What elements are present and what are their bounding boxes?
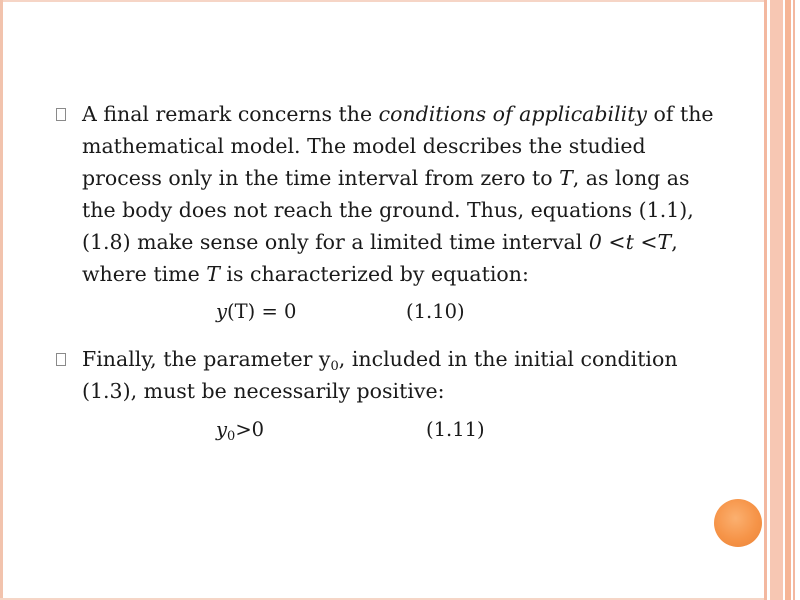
- bullet-paragraph-2: [56, 343, 728, 407]
- text-run: Finally, the parameter y: [82, 347, 331, 371]
- equation-1-11: [56, 414, 728, 446]
- text-run: , as long as the body does not reach the ground. Thus, equations (1.1), (1.8) make sense only for a limited time interval: [82, 166, 694, 254]
- subscript: 0: [330, 359, 339, 374]
- bullet-marker-icon: [56, 108, 66, 121]
- text-run: , included in the initial condition (1.3), must be necessarily positive:: [82, 347, 678, 403]
- text-run: of the mathematical model. The model describes the studied process only in the time interval from zero to: [82, 102, 714, 190]
- variable-y: y: [216, 418, 228, 441]
- emphasis-text: conditions of applicability: [378, 102, 648, 126]
- right-decorative-band: [764, 0, 800, 600]
- right-stripe-4: [793, 0, 795, 600]
- equation-1-10: [56, 296, 728, 328]
- top-border: [0, 0, 800, 2]
- variable-T: T: [559, 166, 573, 190]
- equation-rest: (T) = 0: [227, 300, 297, 323]
- right-stripe-3: [785, 0, 791, 600]
- right-stripe-1: [764, 0, 767, 600]
- text-run: , where time: [82, 230, 678, 286]
- equation-number: (1.11): [426, 418, 485, 441]
- equation-lhs: [216, 414, 264, 446]
- text-run: A final remark concerns the: [82, 102, 379, 126]
- variable-y: y: [216, 300, 228, 323]
- variable-T: T: [206, 262, 220, 286]
- inequality: 0 <t <T: [588, 230, 672, 254]
- orange-circle-decoration: [714, 499, 762, 547]
- equation-number: (1.10): [406, 300, 465, 323]
- subscript: 0: [227, 429, 236, 444]
- equation-lhs: [216, 296, 296, 328]
- left-border: [0, 0, 3, 600]
- bullet-marker-icon: [56, 353, 66, 366]
- slide-content: [56, 98, 728, 446]
- bullet-paragraph-1: [56, 98, 728, 290]
- right-stripe-2: [770, 0, 783, 600]
- text-run: is characterized by equation:: [219, 262, 529, 286]
- equation-rest: >0: [235, 418, 265, 441]
